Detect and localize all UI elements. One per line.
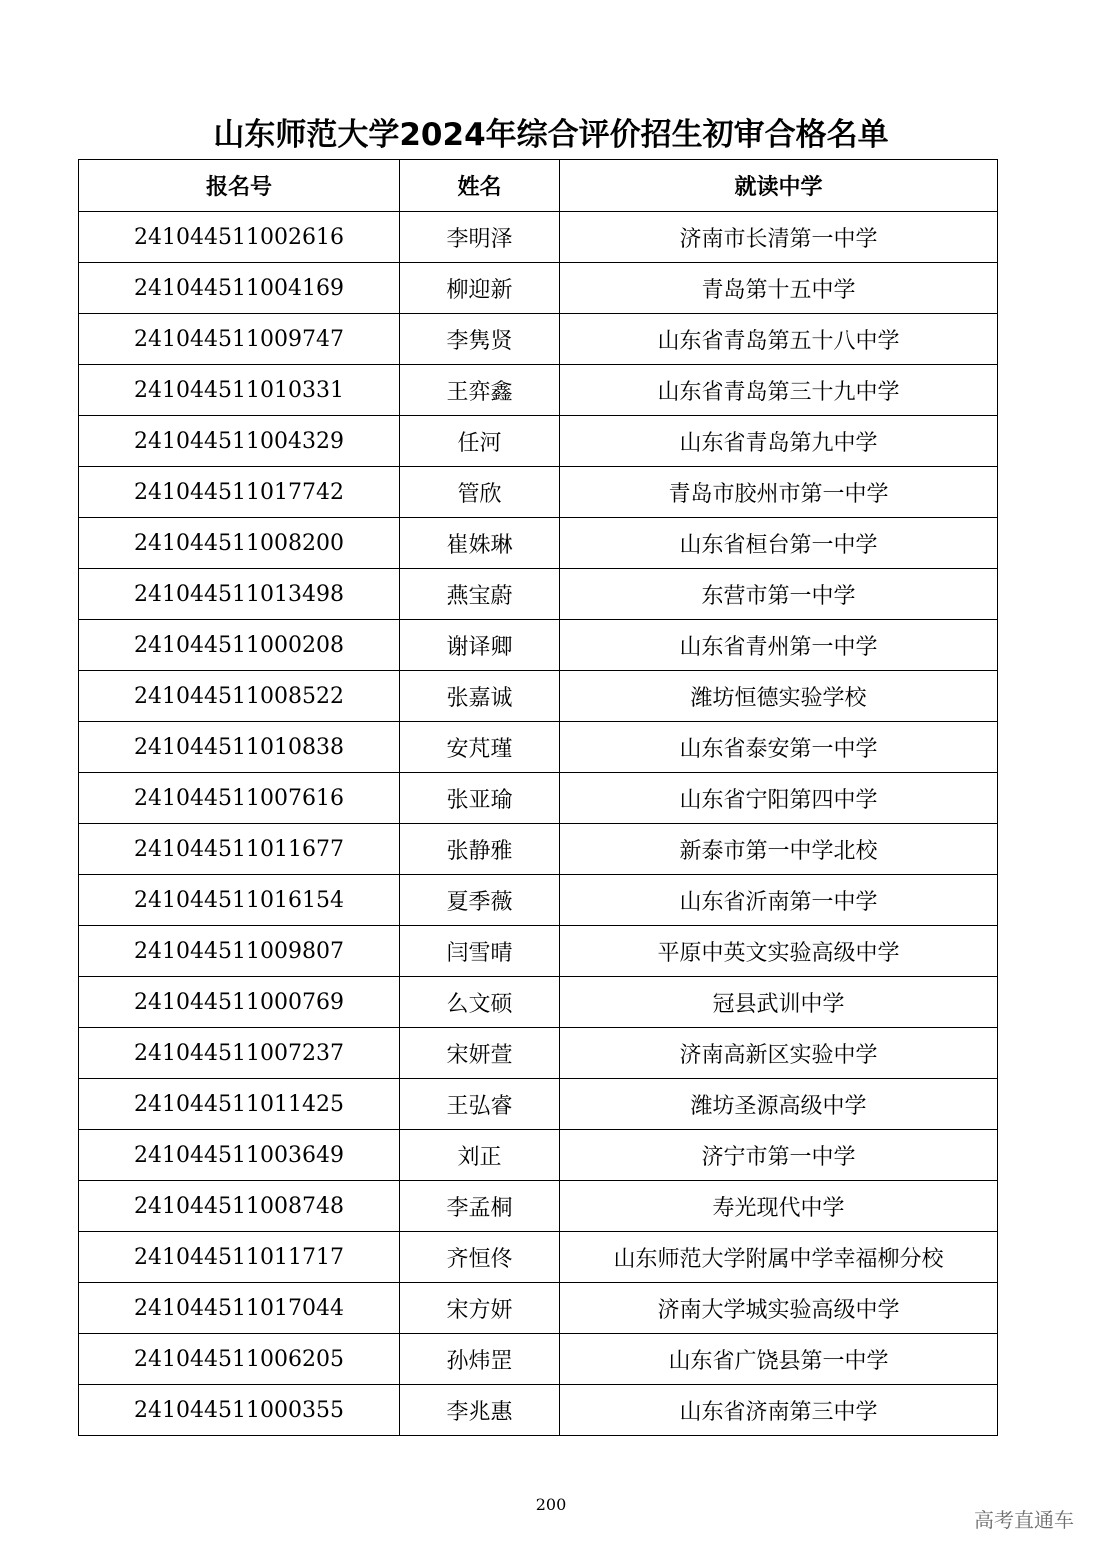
table-row xyxy=(79,620,998,671)
student-name-cell: 王弈鑫 xyxy=(400,365,560,416)
table-row xyxy=(79,875,998,926)
student-name-cell: 柳迎新 xyxy=(400,263,560,314)
school-cell: 山东省广饶县第一中学 xyxy=(560,1334,998,1385)
table-row xyxy=(79,1028,998,1079)
registration-number-cell: 241044511017742 xyxy=(79,467,400,518)
registration-number-cell: 241044511008200 xyxy=(79,518,400,569)
table-row xyxy=(79,314,998,365)
student-name-cell: 李明泽 xyxy=(400,212,560,263)
school-cell: 山东省青岛第三十九中学 xyxy=(560,365,998,416)
table-row xyxy=(79,824,998,875)
student-name-cell: 宋方妍 xyxy=(400,1283,560,1334)
student-name-cell: 张嘉诚 xyxy=(400,671,560,722)
registration-number-cell: 241044511010331 xyxy=(79,365,400,416)
roster-table xyxy=(78,159,998,1436)
table-row xyxy=(79,773,998,824)
registration-number-cell: 241044511016154 xyxy=(79,875,400,926)
column-header-school: 就读中学 xyxy=(560,160,998,212)
student-name-cell: 张静雅 xyxy=(400,824,560,875)
column-header-registration-number: 报名号 xyxy=(79,160,400,212)
school-cell: 山东师范大学附属中学幸福柳分校 xyxy=(560,1232,998,1283)
roster-body xyxy=(79,212,998,1436)
school-cell: 东营市第一中学 xyxy=(560,569,998,620)
student-name-cell: 李兆惠 xyxy=(400,1385,560,1436)
registration-number-cell: 241044511011425 xyxy=(79,1079,400,1130)
table-row xyxy=(79,722,998,773)
student-name-cell: 任河 xyxy=(400,416,560,467)
school-cell: 寿光现代中学 xyxy=(560,1181,998,1232)
school-cell: 山东省青岛第五十八中学 xyxy=(560,314,998,365)
school-cell: 济南大学城实验高级中学 xyxy=(560,1283,998,1334)
student-name-cell: 李隽贤 xyxy=(400,314,560,365)
registration-number-cell: 241044511007616 xyxy=(79,773,400,824)
student-name-cell: 么文硕 xyxy=(400,977,560,1028)
school-cell: 潍坊恒德实验学校 xyxy=(560,671,998,722)
registration-number-cell: 241044511004329 xyxy=(79,416,400,467)
student-name-cell: 夏季薇 xyxy=(400,875,560,926)
table-row xyxy=(79,1079,998,1130)
table-row xyxy=(79,416,998,467)
school-cell: 山东省泰安第一中学 xyxy=(560,722,998,773)
school-cell: 山东省青岛第九中学 xyxy=(560,416,998,467)
page-title: 山东师范大学2024年综合评价招生初审合格名单 xyxy=(213,117,889,153)
student-name-cell: 李孟桐 xyxy=(400,1181,560,1232)
student-name-cell: 王弘睿 xyxy=(400,1079,560,1130)
student-name-cell: 孙炜罡 xyxy=(400,1334,560,1385)
student-name-cell: 齐恒佟 xyxy=(400,1232,560,1283)
table-header-row xyxy=(79,160,998,212)
school-cell: 山东省青州第一中学 xyxy=(560,620,998,671)
registration-number-cell: 241044511004169 xyxy=(79,263,400,314)
student-name-cell: 闫雪晴 xyxy=(400,926,560,977)
school-cell: 潍坊圣源高级中学 xyxy=(560,1079,998,1130)
table-row xyxy=(79,569,998,620)
registration-number-cell: 241044511009807 xyxy=(79,926,400,977)
student-name-cell: 宋妍萱 xyxy=(400,1028,560,1079)
student-name-cell: 谢译卿 xyxy=(400,620,560,671)
registration-number-cell: 241044511011717 xyxy=(79,1232,400,1283)
registration-number-cell: 241044511002616 xyxy=(79,212,400,263)
registration-number-cell: 241044511000355 xyxy=(79,1385,400,1436)
school-cell: 平原中英文实验高级中学 xyxy=(560,926,998,977)
watermark: 高考直通车 xyxy=(974,1508,1074,1532)
student-name-cell: 安芃瑾 xyxy=(400,722,560,773)
table-row xyxy=(79,1232,998,1283)
table-row xyxy=(79,1385,998,1436)
registration-number-cell: 241044511008748 xyxy=(79,1181,400,1232)
registration-number-cell: 241044511017044 xyxy=(79,1283,400,1334)
page-number: 200 xyxy=(535,1495,567,1514)
student-name-cell: 管欣 xyxy=(400,467,560,518)
registration-number-cell: 241044511000769 xyxy=(79,977,400,1028)
registration-number-cell: 241044511009747 xyxy=(79,314,400,365)
table-row xyxy=(79,1181,998,1232)
school-cell: 山东省沂南第一中学 xyxy=(560,875,998,926)
school-cell: 青岛市胶州市第一中学 xyxy=(560,467,998,518)
table-row xyxy=(79,212,998,263)
registration-number-cell: 241044511006205 xyxy=(79,1334,400,1385)
school-cell: 山东省桓台第一中学 xyxy=(560,518,998,569)
school-cell: 济南高新区实验中学 xyxy=(560,1028,998,1079)
student-name-cell: 张亚瑜 xyxy=(400,773,560,824)
registration-number-cell: 241044511000208 xyxy=(79,620,400,671)
school-cell: 冠县武训中学 xyxy=(560,977,998,1028)
table-row xyxy=(79,518,998,569)
student-name-cell: 崔姝琳 xyxy=(400,518,560,569)
registration-number-cell: 241044511007237 xyxy=(79,1028,400,1079)
table-row xyxy=(79,1130,998,1181)
table-row xyxy=(79,671,998,722)
registration-number-cell: 241044511008522 xyxy=(79,671,400,722)
table-row xyxy=(79,263,998,314)
school-cell: 山东省宁阳第四中学 xyxy=(560,773,998,824)
school-cell: 新泰市第一中学北校 xyxy=(560,824,998,875)
column-header-name: 姓名 xyxy=(400,160,560,212)
registration-number-cell: 241044511003649 xyxy=(79,1130,400,1181)
table-row xyxy=(79,365,998,416)
registration-number-cell: 241044511013498 xyxy=(79,569,400,620)
table-row xyxy=(79,467,998,518)
table-row xyxy=(79,1283,998,1334)
registration-number-cell: 241044511011677 xyxy=(79,824,400,875)
school-cell: 济南市长清第一中学 xyxy=(560,212,998,263)
school-cell: 青岛第十五中学 xyxy=(560,263,998,314)
table-row xyxy=(79,977,998,1028)
registration-number-cell: 241044511010838 xyxy=(79,722,400,773)
student-name-cell: 刘正 xyxy=(400,1130,560,1181)
school-cell: 山东省济南第三中学 xyxy=(560,1385,998,1436)
student-name-cell: 燕宝蔚 xyxy=(400,569,560,620)
table-row xyxy=(79,926,998,977)
school-cell: 济宁市第一中学 xyxy=(560,1130,998,1181)
table-row xyxy=(79,1334,998,1385)
